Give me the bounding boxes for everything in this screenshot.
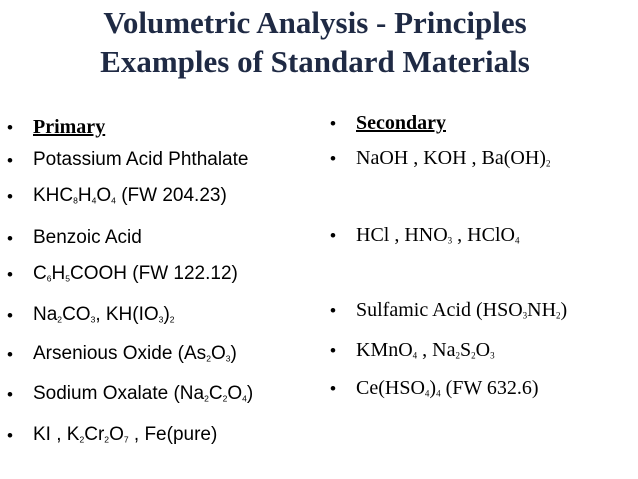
- bullet-marker: •: [7, 229, 13, 248]
- bullet-marker: •: [7, 345, 13, 364]
- bullet-marker: •: [7, 265, 13, 284]
- bullet-marker: •: [7, 187, 13, 206]
- bullet-text: KMnO$_4$ , $Na_2S_2O_3$: [356, 339, 495, 361]
- bullet-text: Secondary: [356, 112, 446, 134]
- bullet-text: Primary: [33, 116, 106, 138]
- bullet-text: Sodium Oxalate $(Na_2C_2O_4)$: [33, 383, 254, 404]
- bullet-text: $KHC_8H_4O_4$ (FW 204.23): [33, 185, 227, 206]
- bullet-marker: •: [330, 114, 336, 133]
- bullet-text: KI , $K_2Cr_2O_7$ , Fe(pure): [33, 424, 218, 445]
- bullet-text: $C_6H_5COOH$ (FW 122.12): [33, 263, 238, 284]
- bullet-text: Benzoic Acid: [33, 227, 142, 248]
- bullet-marker: •: [7, 118, 13, 137]
- bullet-marker: •: [7, 426, 13, 445]
- bullet-marker: •: [330, 341, 336, 360]
- bullet-text: Arsenious Oxide $(As_2O_3)$: [33, 343, 237, 364]
- bullet-text: $Na_2CO_3$, $KH(IO_3)_2$: [33, 304, 175, 325]
- bullet-marker: •: [330, 379, 336, 398]
- slide-title-line-1: Volumetric Analysis - Principles: [103, 5, 527, 40]
- bullet-text: $Ce(HSO_4)_4$ (FW 632.6): [356, 377, 539, 399]
- bullet-text: NaOH , KOH , $Ba(OH)_2$: [356, 147, 551, 169]
- bullet-marker: •: [330, 301, 336, 320]
- bullet-marker: •: [330, 149, 336, 168]
- bullet-marker: •: [7, 385, 13, 404]
- slide-title-line-2: Examples of Standard Materials: [100, 44, 530, 79]
- bullet-text: Potassium Acid Phthalate: [33, 149, 249, 170]
- bullet-marker: •: [7, 151, 13, 170]
- bullet-text: Sulfamic Acid $(HSO_3NH_2)$: [356, 299, 568, 321]
- bullet-marker: •: [7, 306, 13, 325]
- bullet-marker: •: [330, 226, 336, 245]
- bullet-text: HCl , $HNO_3$ , HClO$_4$: [356, 224, 520, 246]
